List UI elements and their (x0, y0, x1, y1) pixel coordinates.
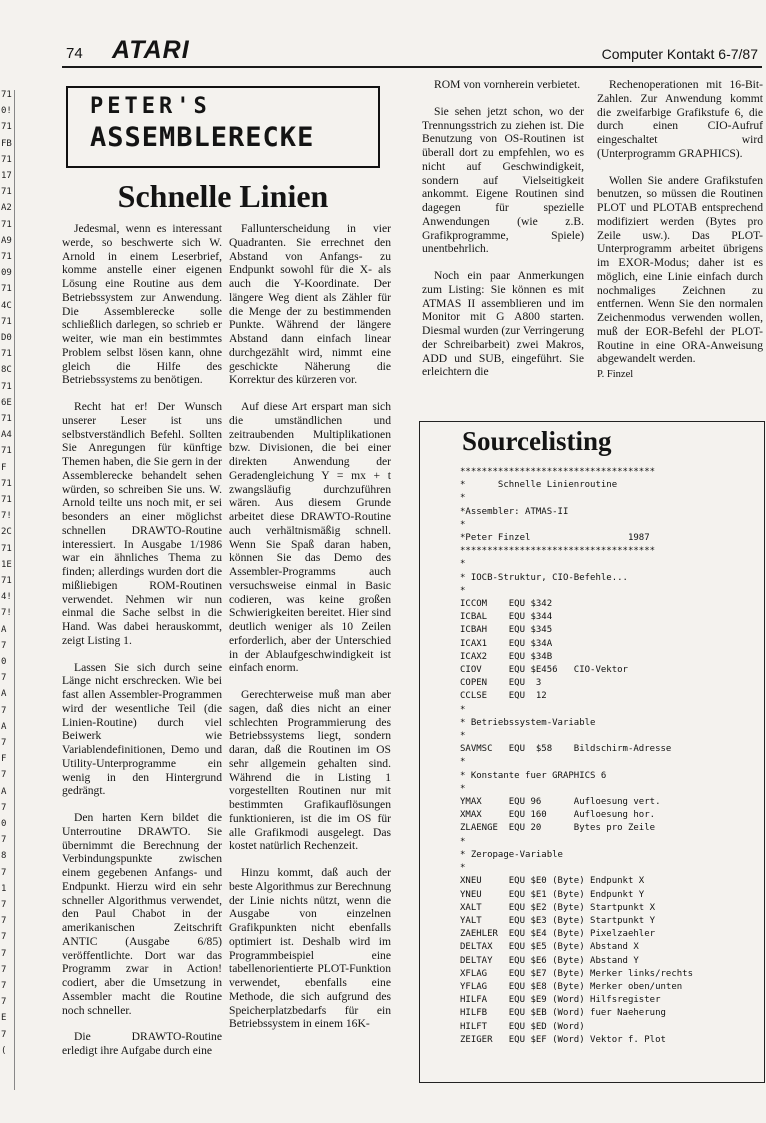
margin-glyph: 0 (1, 819, 7, 829)
margin-glyph: 71 (1, 349, 12, 360)
margin-glyph: A (1, 721, 7, 732)
margin-glyph: D0 (1, 333, 12, 343)
margin-glyph: 71 (1, 187, 12, 198)
column-title-line-1: PETER'S (90, 94, 211, 119)
article-paragraph: Jedesmal, wenn es interessant werde, so beschwerte sich W. Arnold in einem Leserbrief, komme anstelle einer eigenen Lösung eine Routine aus dem Betriebssystem zur Anwendung. Die Assemblerecke solle schließlich darlegen, so schrieb er weiter, wie man ein bestimmtes Problem selbst lösen kann, ohne gleich die Hilfe des Betriebssystems zu benötigen. (62, 222, 222, 387)
margin-glyph: F (1, 754, 7, 765)
margin-glyph: A2 (1, 203, 12, 214)
code-line: CIOV EQU $E456 CIO-Vektor (460, 665, 628, 676)
margin-glyph: 71 (1, 252, 12, 262)
margin-glyph: 7 (1, 770, 7, 781)
margin-glyph: 71 (1, 219, 12, 230)
margin-glyph: A (1, 689, 7, 700)
margin-glyph: 7 (1, 981, 7, 991)
article-paragraph: Recht hat er! Der Wunsch unserer Leser ist uns selbstverständlich Befehl. Sollten Sie Anregungen für künftige Themen haben, die Sie gern in der Assemblerecke behandelt sehen würden, so schreiben Sie uns. W. Arnold teilte uns noch mit, er sei besonders an einer möglichst schnellen DRAWTO-Routine interessiert. In Ausgabe 1/1986 war ein ähnliches Thema zu finden; allerdings wurden dort die mißliebigen ROM-Routinen verwendet. Nehmen wir nun einmal die Sache selbst in die Hand. Was dabei herauskommt, zeigt Listing 1. (62, 400, 222, 647)
code-line: XMAX EQU 160 Aufloesung hor. (460, 810, 656, 821)
margin-glyph: 17 (1, 171, 12, 181)
code-line: YMAX EQU 96 Aufloesung vert. (460, 797, 661, 808)
margin-glyph: 6E (1, 397, 12, 408)
code-line: XNEU EQU $E0 (Byte) Endpunkt X (460, 876, 645, 887)
code-line: * (460, 493, 466, 504)
margin-glyph: 0! (1, 106, 12, 117)
issue-label: Computer Kontakt 6-7/87 (601, 46, 758, 62)
header-rule (62, 66, 762, 68)
code-line: * (460, 757, 466, 768)
author-signature: P. Finzel (597, 369, 634, 380)
article-column-2 (229, 222, 391, 1031)
code-line: * Zeropage-Variable (460, 849, 563, 860)
code-line: XFLAG EQU $E7 (Byte) Merker links/rechts (460, 968, 693, 979)
margin-glyph: 71 (1, 381, 12, 392)
margin-glyph: 7 (1, 705, 7, 716)
code-line: HILFT EQU $ED (Word) (460, 1021, 585, 1032)
margin-glyph: 7 (1, 997, 7, 1008)
article-paragraph: ROM von vornherein verbietet. (434, 78, 581, 91)
article-paragraph: Noch ein paar Anmerkungen zum Listing: Sie können es mit ATMAS II assemblieren und im Monitor mit G A800 starten. Diesmal wurden (zur Verringerung der Schreibarbeit) zwei Makros, ADD und SUB, eingeführt. Sie erleichtern die (422, 269, 584, 379)
code-line: * (460, 585, 466, 596)
margin-glyph: 7 (1, 640, 7, 651)
code-line: XALT EQU $E2 (Byte) Startpunkt X (460, 902, 656, 913)
margin-glyph: 7 (1, 802, 7, 813)
margin-glyph: 7! (1, 511, 12, 522)
margin-glyph: 7 (1, 916, 7, 927)
margin-glyph: 7 (1, 932, 7, 943)
article-paragraph: Den harten Kern bildet die Unterroutine DRAWTO. Sie übernimmt die Berechnung der Verbindungspunkte zwischen einem gegebenen Anfangs- und Endpunkt. Hierzu wird ein sehr schneller Algorithmus verwendet, den Paul Chabot in der amerikanischen Zeitschrift ANTIC (Ausgabe 6/85) veröffentlichte. Dort war das Programm zwar in Action! codiert, aber die Umsetzung in Assembler macht die Routine noch schneller. (62, 811, 222, 1017)
column-title-line-2: ASSEMBLERECKE (90, 122, 315, 153)
article-paragraph: Sie sehen jetzt schon, wo der Trennungsstrich zu ziehen ist. Die Benutzung von OS-Routinen ist überall dort zu empfehlen, wo es nicht auf Geschwindigkeit, sondern auf Vielseitigkeit ankommt. Eigene Routinen sind dagegen für spezielle Anwendungen (wie z.B. Grafikprogramme, Spiele) unentbehrlich. (422, 104, 584, 256)
margin-glyph: 1 (1, 883, 7, 894)
code-line: YALT EQU $E3 (Byte) Startpunkt Y (460, 915, 656, 926)
code-line: ZEIGER EQU $EF (Word) Vektor f. Plot (460, 1034, 666, 1045)
margin-glyph: 71 (1, 478, 12, 489)
article-paragraph: Gerechterweise muß man aber sagen, daß dies nicht an einer schlechten Programmierung des Betriebssystems liegt, sondern daran, daß die Routinen im OS sehr allgemein gehalten sind. Während die in Listing 1 vorgestellten Routinen nur mit bestimmten Grafikauflösungen funktionieren, ist die im OS für alle Grafikmodi ausgelegt. Das kostet natürlich Rechenzeit. (229, 688, 391, 853)
code-line: * (460, 519, 466, 530)
margin-glyph: 8C (1, 365, 12, 376)
article-headline: Schnelle Linien (117, 178, 329, 214)
code-line: * IOCB-Struktur, CIO-Befehle... (460, 572, 628, 583)
page-number: 74 (66, 45, 83, 62)
margin-glyph: 4C (1, 300, 12, 311)
code-line: ICAX2 EQU $34B (460, 651, 553, 662)
margin-glyph: 7 (1, 948, 7, 959)
code-line: YNEU EQU $E1 (Byte) Endpunkt Y (460, 889, 645, 900)
margin-glyph: F (1, 462, 7, 473)
margin-glyph: 7 (1, 1029, 7, 1040)
margin-glyph: A (1, 786, 7, 797)
margin-glyph: 71 (1, 122, 12, 133)
code-line: HILFB EQU $EB (Word) fuer Naeherung (460, 1008, 666, 1019)
margin-glyph: 71 (1, 543, 12, 554)
source-code (460, 466, 764, 1047)
margin-glyph: 71 (1, 576, 12, 586)
code-line: ICBAH EQU $345 (460, 625, 553, 636)
margin-glyph: 71 (1, 414, 12, 424)
code-line: DELTAY EQU $E6 (Byte) Abstand Y (460, 955, 639, 966)
column-title-box (66, 86, 380, 168)
margin-glyph: 71 (1, 284, 12, 295)
article-column-3 (422, 78, 584, 379)
code-line: * (460, 704, 466, 715)
margin-glyph: 71 (1, 495, 12, 505)
source-listing-title: Sourcelisting (462, 426, 612, 456)
margin-glyph: FB (1, 138, 12, 149)
code-line: ZLAENGE EQU 20 Bytes pro Zeile (460, 823, 656, 834)
margin-glyph: ( (1, 1045, 7, 1056)
margin-glyph: 8 (1, 851, 7, 862)
margin-glyph: 7 (1, 964, 7, 975)
code-line: ICCOM EQU $342 (460, 599, 553, 610)
article-paragraph: Rechenoperationen mit 16-Bit-Zahlen. Zur Anwendung kommt die zweifarbige Grafikstufe 6, die durch einen CIO-Aufruf eingeschaltet wird (Unterprogramm GRAPHICS). (597, 78, 763, 160)
code-line: * (460, 783, 466, 794)
article-paragraph: Hinzu kommt, daß auch der beste Algorithmus zur Berechnung der Linie nichts nützt, wenn die Ausgabe von einzelnen Grafikpunkten nicht ebenfalls optimiert ist. Deshalb wird im Programmbeispiel eine tabellenorientierte PLOT-Funktion verwendet, ebenfalls eine Methode, die sich aufgrund des Speicherplatzbedarfs für ein Betriebssystem in einem 16K- (229, 866, 391, 1031)
margin-glyph: 0 (1, 657, 7, 667)
margin-glyph: 7 (1, 835, 7, 846)
code-line: DELTAX EQU $E5 (Byte) Abstand X (460, 942, 639, 953)
code-line: * (460, 559, 466, 570)
article-column-4 (597, 78, 763, 382)
margin-glyph: 09 (1, 268, 12, 279)
margin-glyph: 7! (1, 608, 12, 619)
code-line: * (460, 863, 466, 874)
code-line: * (460, 836, 466, 847)
code-line: ************************************ (460, 467, 656, 477)
code-line: ************************************ (460, 546, 656, 557)
margin-glyph: 71 (1, 446, 12, 457)
margin-glyph: 71 (1, 316, 12, 327)
margin-glyph: E (1, 1013, 7, 1024)
margin-glyph: 7 (1, 900, 7, 910)
margin-glyph: A (1, 624, 7, 635)
margin-glyph: 1E (1, 559, 12, 570)
code-line: *Assembler: ATMAS-II (460, 506, 569, 517)
code-line: ICBAL EQU $344 (460, 612, 553, 623)
article-paragraph: Auf diese Art erspart man sich die umständlichen und zeitraubenden Multiplikationen bzw. Divisionen, die bei einer direkten Anwendung der Geradengleichung Y = mx + t zwangsläufig durchzuführen wären. Aus diesem Grunde arbeitet diese DRAWTO-Routine auch verhältnismäßig schnell. Wenn Sie Spaß daran haben, können Sie das Demo des Assembler-Programms auch versuchsweise einmal in Basic codieren, was keine großen Schwierigkeiten bereitet. Hier sind deutlich weniger als 10 Zeilen erforderlich, aber der Unterschied in der Ablaufgeschwindigkeit ist einfach enorm. (229, 400, 391, 675)
brand-title: ATARI (112, 36, 190, 64)
margin-glyph: 7 (1, 738, 7, 748)
code-line: * Konstante fuer GRAPHICS 6 (460, 770, 607, 781)
code-line: * (460, 731, 466, 742)
code-line: YFLAG EQU $E8 (Byte) Merker oben/unten (460, 981, 683, 992)
code-line: CCLSE EQU 12 (460, 691, 547, 702)
code-line: COPEN EQU 3 (460, 678, 542, 689)
code-line: * Betriebssystem-Variable (460, 717, 596, 728)
article-paragraph: Lassen Sie sich durch seine Länge nicht erschrecken. Wie bei fast allen Assembler-Programmen wird der wesentliche Teil (die Linien-Routine) durch viel Beiwerk wie Variablendefinitionen, Demo und Utility-Unterprogramme ein wenig in den Hintergrund gedrängt. (62, 660, 222, 798)
margin-glyph: A4 (1, 430, 12, 441)
source-listing-box (419, 421, 765, 1083)
code-line: ICAX1 EQU $34A (460, 638, 553, 649)
margin-glyph: 7 (1, 673, 7, 684)
code-line: *Peter Finzel 1987 (460, 533, 650, 544)
article-column-1 (62, 222, 222, 1058)
margin-glyph: 71 (1, 154, 12, 165)
code-line: SAVMSC EQU $58 Bildschirm-Adresse (460, 744, 672, 755)
code-line: HILFA EQU $E9 (Word) Hilfsregister (460, 995, 661, 1006)
margin-glyph: 71 (1, 90, 12, 100)
margin-glyph: A9 (1, 235, 12, 246)
article-paragraph: Fallunterscheidung in vier Quadranten. Sie errechnet den Abstand von Anfangs- zu Endpunkt sowohl für die X- als auch die Y-Koordinate. Der längere Weg dient als Zähler für die Menge der zu bestimmenden Punkte. Während der längere Abstand dann einfach linear durchgezählt wird, nimmt eine geschickte Näherung die Korrektur des kürzeren vor. (229, 222, 391, 387)
margin-glyph: 2C (1, 527, 12, 538)
margin-glyph: 4! (1, 592, 12, 603)
margin-glyph: 7 (1, 867, 7, 878)
margin-strip (0, 90, 15, 1090)
code-line: ZAEHLER EQU $E4 (Byte) Pixelzaehler (460, 929, 656, 940)
article-paragraph: Die DRAWTO-Routine erledigt ihre Aufgabe durch eine (62, 1030, 222, 1057)
article-paragraph: Wollen Sie andere Grafikstufen benutzen, so müssen die Routinen PLOT und PLOTAB entsprechend modifiziert werden (Bytes pro Zeile usw.). Das PLOT-Unterprogramm arbeitet übrigens im EXOR-Modus; daher ist es möglich, eine Linie einfach durch nochmaliges Zeichnen zu entfernen. Wenn Sie den normalen Zeichenmodus verwenden wollen, muß der EOR-Befehl der PLOT-Routine in eine ORA-Anweisung abgewandelt werden. (597, 173, 763, 366)
code-line: * Schnelle Linienroutine (460, 480, 618, 491)
